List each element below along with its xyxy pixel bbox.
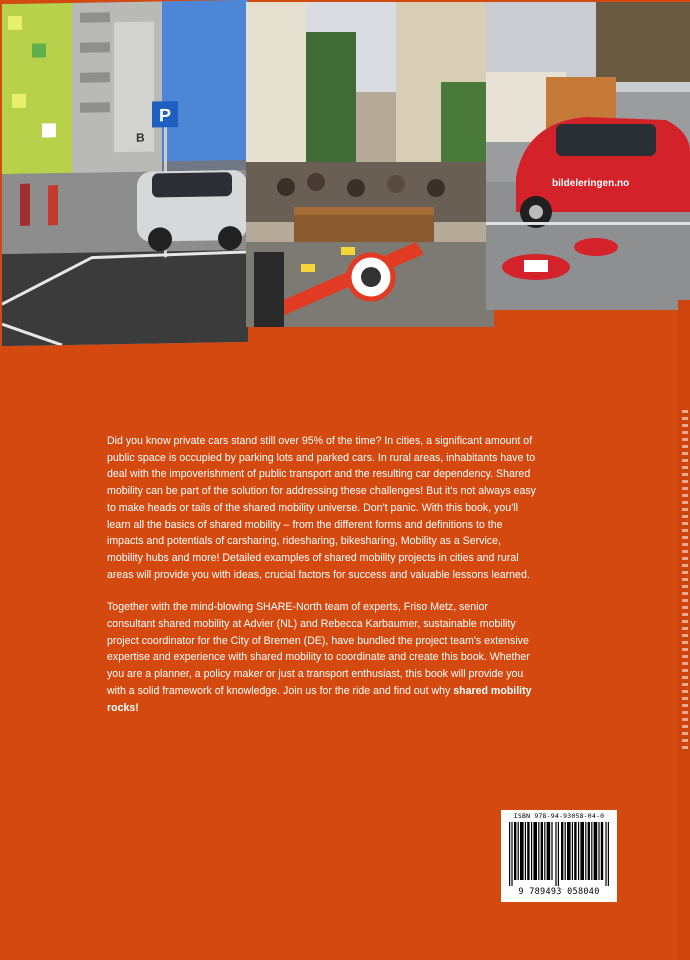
isbn-label: ISBN 978-94-93058-04-0 <box>513 812 605 820</box>
blurb-closing-bold: shared mobility rocks! <box>107 684 532 714</box>
blurb-paragraph-2 <box>107 599 539 716</box>
isbn-barcode <box>501 810 617 902</box>
spine-text-edge <box>682 410 688 750</box>
parking-sign-letter: P <box>159 105 172 126</box>
isbn-digits: 9 789493 058040 <box>518 887 600 897</box>
blurb-paragraph-1: Did you know private cars stand still over 95% of the time? In cities, a significant amount of public space is occupied by parking lots and parked cars. In rural areas, inhabitants have to deal with the impoverishment of public transport and the resulting car dependency. Shared mobility can be part of the solution for addressing these challenges! But it's not always easy to make heads or tails of the shared mobility universe. Don't panic. With this book, you'll learn all the basics of shared mobility – from the different forms and definitions to the impacts and potentials of carsharing, ridesharing, bikesharing, Mobility as a Service, mobility hubs and more! Detailed examples of shared mobility projects in cities and rural areas will provide you with ideas, crucial factors for success and valuable lessons learned. <box>107 435 536 581</box>
back-cover-blurb <box>107 433 539 732</box>
car-branding-text: bildeleringen.no <box>552 178 630 189</box>
photo-carsharing-car <box>486 2 690 310</box>
blurb-paragraph-2-text: Together with the mind-blowing SHARE-North team of experts, Friso Metz, senior consultant shared mobility at Advier (NL) and Rebecca Karbaumer, sustainable mobility project coordinator for the City of Bremen (DE), have bundled the project team's extensive expertise and experience with shared mobility to coordinate and create this book. Whether you are a planner, a policy maker or just a transport enthusiast, this book will provide you with a solid framework of knowledge. Join us for the ride and find out why <box>107 601 530 697</box>
photo-street-parklet <box>246 2 494 327</box>
photo-housing-parking <box>2 0 248 346</box>
barcode-bars <box>509 822 609 886</box>
photo-strip <box>0 0 690 340</box>
building-letter: B <box>136 130 145 145</box>
